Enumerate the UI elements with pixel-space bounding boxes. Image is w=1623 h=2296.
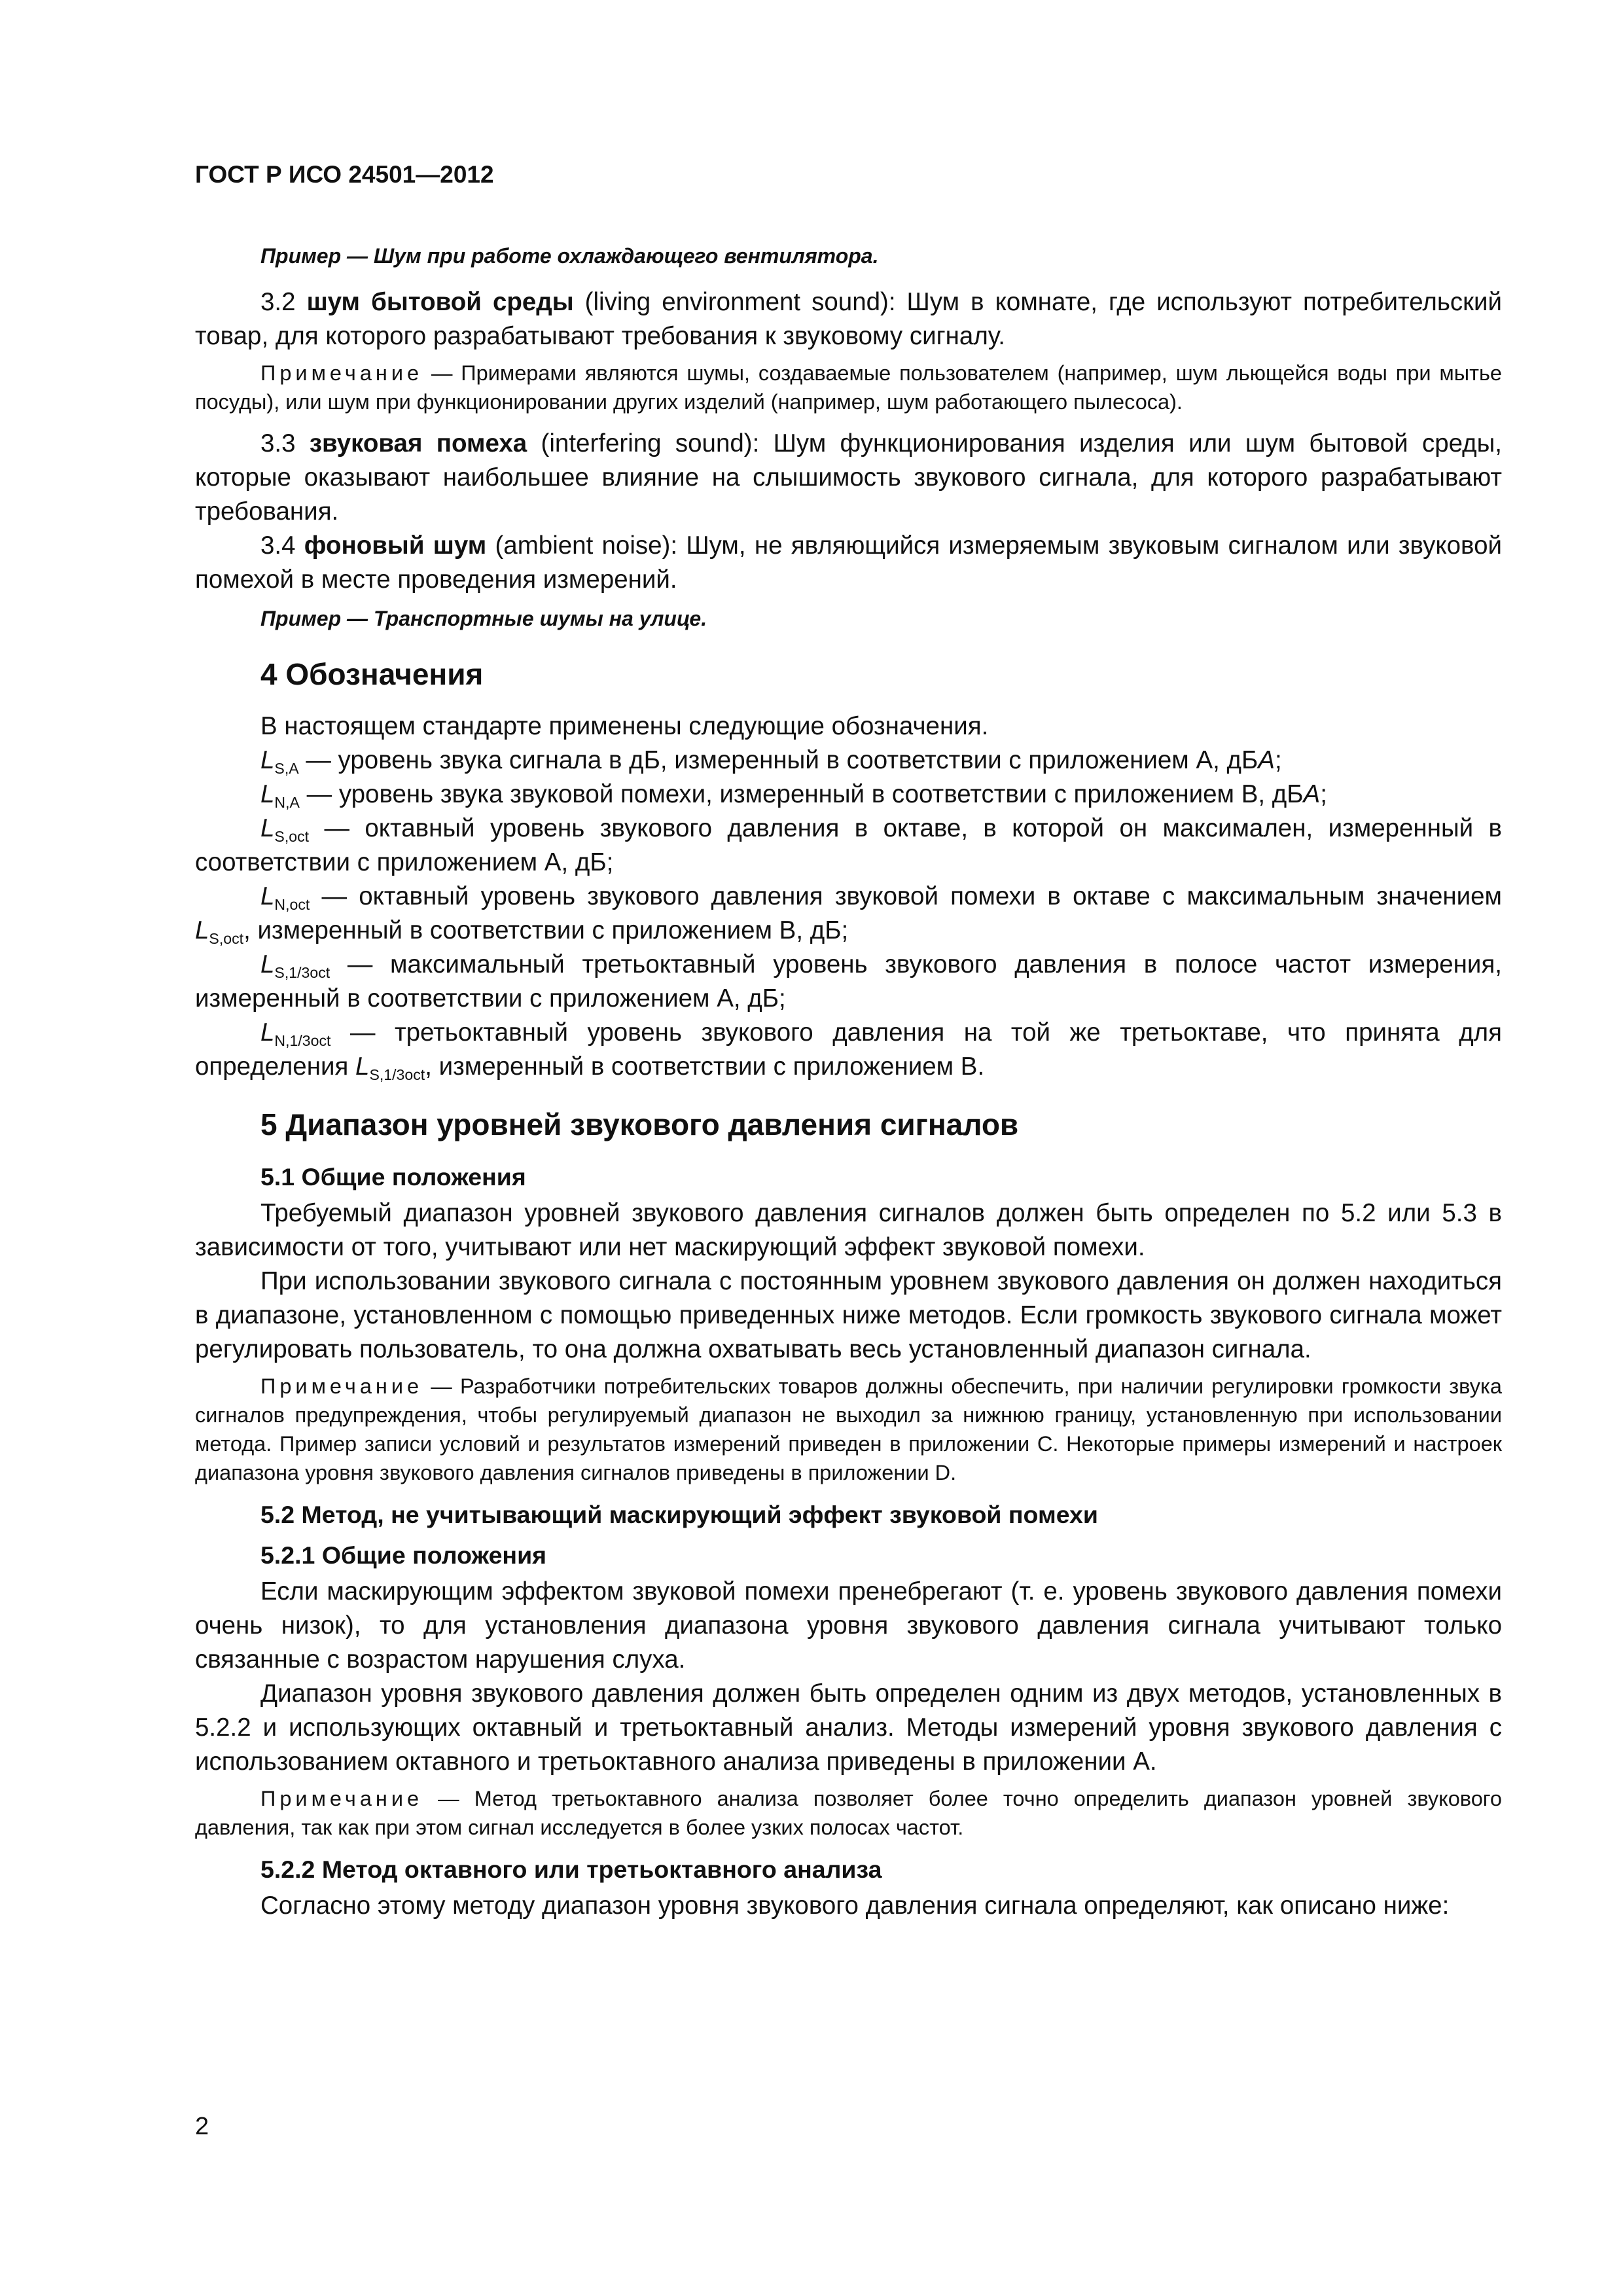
clause-3-3 [195,427,1502,529]
term: фоновый шум [304,531,487,560]
example-traffic: Пример — Транспортные шумы на улице. [260,607,707,630]
paragraph: Диапазон уровня звукового давления должен быть определен одним из двух методов, установленных в 5.2.2 и использующих октавный и третьоктавный анализ. Методы измерений уровня звукового давления с использованием октавного и третьоктавного анализа приведены в приложении А. [195,1679,1502,1776]
paragraph: Если маскирующим эффектом звуковой помехи пренебрегают (т. е. уровень звукового давления помехи очень низок), то для установления диапазона уровня звукового давления сигнала учитывают только связанные с возрастом нарушения слуха. [195,1577,1502,1674]
clause-number: 3.3 [260,429,296,457]
term: звуковая помеха [309,429,527,457]
note-3-2 [195,359,1502,416]
subsection-5-2-title: 5.2 Метод, не учитывающий маскирующий эффект звуковой помехи [260,1501,1098,1528]
note-5-2-1 [195,1784,1502,1842]
paragraph: Согласно этому методу диапазон уровня звукового давления сигнала определяют, как описано ниже: [260,1892,1450,1920]
page-number: 2 [195,2113,209,2140]
symbol: $L_{N,A}$ [260,780,300,812]
note-label: Примечание [260,1374,423,1398]
subsection-5-2-2-title: 5.2.2 Метод октавного или третьоктавного анализа [260,1856,882,1883]
section-5-title: 5 Диапазон уровней звукового давления сигналов [260,1107,1019,1141]
symbol-ls-a: $L_{S,A}$ — уровень звука сигнала в дБ, измеренный в соответствии с приложением А, дБA; [260,746,1282,778]
subsection-5-1-title: 5.1 Общие положения [260,1163,526,1191]
example-fan: Пример — Шум при работе охлаждающего вентилятора. [260,244,879,268]
clause-3-2 [195,285,1502,353]
clause-number: 3.2 [260,288,296,316]
definition: (ambient noise): Шум, не являющийся измеряемым звуковым сигналом или звуковой помехой в месте проведения измерений. [195,531,1503,594]
symbol: $L_{S,1/3oct}$ [260,950,330,982]
note-text: — Разработчики потребительских товаров должны обеспечить, при наличии регулировки громкости звука сигналов предупреждения, чтобы регулируемый диапазон не выходил за нижнюю границу, установленную при использовании метода. Пример записи условий и результатов измерений приведен в приложении С. Некоторые примеры измерений и настроек диапазона уровня звукового давления сигналов приведены в приложении D. [195,1374,1502,1484]
symbol-ls-oct: $L_{S,oct}$ — октавный уровень звукового давления в октаве, в которой он максимален, измеренный в соответствии с приложением А, дБ; [195,814,1502,876]
clause-number: 3.4 [260,531,296,560]
paragraph: Требуемый диапазон уровней звукового давления сигналов должен быть определен по 5.2 или 5.3 в зависимости от того, учитывают или нет маскирующий эффект звуковой помехи. [195,1199,1502,1261]
symbol: $L_{N,oct}$ [260,882,310,914]
term: шум бытовой среды [306,288,574,316]
symbol-ln-third-oct: $L_{N,1/3oct}$ — третьоктавный уровень звукового давления на той же третьоктаве, что принята для определения $L_{S,1/3oct}$, измеренный в соответствии с приложением В. [195,1018,1502,1084]
clause-3-4 [195,529,1502,597]
note-5-1 [195,1372,1502,1487]
definition: (interfering sound): Шум функционирования изделия или шум бытовой среды, которые оказывают наибольшее влияние на слышимость звукового сигнала, для которого разрабатывают требования. [195,429,1503,526]
symbol-ln-oct: $L_{N,oct}$ — октавный уровень звукового давления звуковой помехи в октаве с максимальным значением $L_{S,oct}$, измеренный в соответствии с приложением В, дБ; [195,882,1502,948]
section-4-title: 4 Обозначения [260,657,484,691]
note-text: — Примерами являются шумы, создаваемые пользователем (например, шум льющейся воды при мытье посуды), или шум при функционировании других изделий (например, шум работающего пылесоса). [195,361,1502,414]
paragraph: При использовании звукового сигнала с постоянным уровнем звукового давления он должен находиться в диапазоне, установленном с помощью приведенных ниже методов. Если громкость звукового сигнала может регулировать пользователь, то она должна охватывать весь установленный диапазон сигнала. [195,1267,1502,1363]
subsection-5-2-1-title: 5.2.1 Общие положения [260,1541,547,1569]
note-label: Примечание [260,1787,423,1810]
symbols-intro: В настоящем стандарте применены следующие обозначения. [260,712,989,740]
symbol: $L_{S,A}$ [260,746,299,778]
note-text: — Метод третьоктавного анализа позволяет более точно определить диапазон уровней звукового давления, так как при этом сигнал исследуется в более узких полосах частот. [195,1787,1502,1839]
document-header: ГОСТ Р ИСО 24501—2012 [195,161,494,188]
symbol: $L_{N,1/3oct}$ [260,1018,331,1050]
symbol: $L_{S,oct}$ [260,814,310,846]
page-content [195,161,1502,1923]
note-label: Примечание [260,361,423,385]
definition: (living environment sound): Шум в комнате, где используют потребительский товар, для которого разрабатывают требования к звуковому сигналу. [195,288,1502,350]
symbol-ls-third-oct: $L_{S,1/3oct}$ — максимальный третьоктавный уровень звукового давления в полосе частот измерения, измеренный в соответствии с приложением А, дБ; [195,950,1502,1013]
symbol-ln-a: $L_{N,A}$ — уровень звука звуковой помехи, измеренный в соответствии с приложением В, дБA; [260,780,1327,812]
